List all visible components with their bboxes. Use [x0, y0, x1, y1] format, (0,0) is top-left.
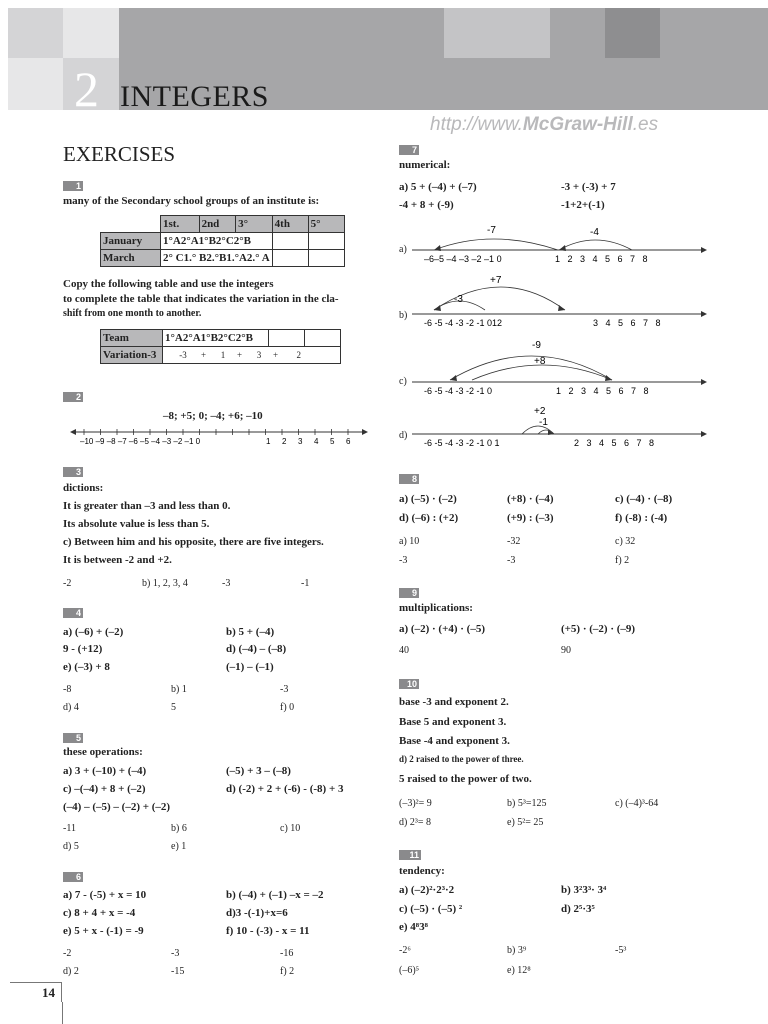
table-header: 1st.	[161, 216, 200, 233]
exercise-number-tag: 6	[63, 872, 83, 882]
jump-arc	[450, 356, 612, 380]
jump-arc	[434, 239, 558, 250]
arc-label: +7	[490, 275, 502, 286]
number-line-c	[412, 338, 707, 398]
tick-labels: –6–5 –4 –3 –2 –1 0	[424, 254, 502, 264]
answer: b) 5³=125	[507, 798, 547, 809]
exercise-text: Copy the following table and use the integers	[63, 278, 274, 290]
table-cell: 1°A2°A1°B2°C2°B	[163, 330, 269, 347]
tick-labels: 2 3 4 5 6 7 8	[574, 438, 655, 448]
arrow-left-icon	[70, 429, 76, 435]
exercise-text: base -3 and exponent 2.	[399, 696, 509, 708]
line-label: c)	[399, 376, 407, 387]
table-cell: 2° C1.° B2.°B1.°A2.° A	[161, 250, 273, 267]
answer: -3	[399, 555, 408, 566]
answer: -3	[280, 684, 289, 695]
operation: d) (-2) + 2 + (-6) - (-8) + 3	[226, 783, 344, 795]
answer: e) 1	[171, 841, 187, 852]
exercise-text: tendency:	[399, 865, 445, 877]
exercise-number-tag: 11	[399, 850, 421, 860]
table-header: 3°	[236, 216, 273, 233]
operation: c) 8 + 4 + x = -4	[63, 907, 136, 919]
operation: b) 3²3³· 3⁴	[561, 884, 607, 896]
arc-label: -9	[532, 340, 541, 351]
exercise-number-tag: 7	[399, 145, 419, 155]
table-header: 5°	[308, 216, 344, 233]
tick-labels: 1 2 3 4 5 6 7 8	[556, 386, 649, 396]
answer: d) 2³= 8	[399, 817, 431, 828]
exercise-text: many of the Secondary school groups of an institute is:	[63, 195, 320, 207]
operation: c) (–5) · (–5) ²	[399, 903, 463, 915]
answer: -2⁶	[399, 945, 411, 956]
answer: d) 5	[63, 841, 79, 852]
arrow-head-icon	[450, 375, 457, 381]
answer: d) 4	[63, 702, 79, 713]
operation: a) (–2)²·2³·2	[399, 884, 455, 896]
exercise-number-tag: 10	[399, 679, 419, 689]
table-cell	[272, 233, 308, 250]
operation: b) 5 + (–4)	[226, 626, 275, 638]
jump-arc	[559, 240, 632, 250]
operation: f) 10 - (-3) - x = 11	[226, 925, 310, 937]
operation: e) 5 + x - (-1) = -9	[63, 925, 144, 937]
table-cell	[308, 233, 344, 250]
answer: -3	[171, 948, 180, 959]
tick-labels: 1 2 3 4 5 6 7 8	[555, 254, 648, 264]
arc-label: -7	[487, 225, 496, 236]
arc-label: +2	[534, 406, 546, 417]
operation: a) 5 + (–4) + (–7)	[399, 181, 477, 193]
answer: d) 2	[63, 966, 79, 977]
arrow-head-icon	[605, 375, 612, 381]
table-cell: 1°A2°A1°B2°C2°B	[161, 233, 273, 250]
answer: b) 3⁹	[507, 945, 527, 956]
exercise-text: 5 raised to the power of two.	[399, 773, 532, 785]
answer: b) 6	[171, 823, 187, 834]
operation: (+9) : (–3)	[507, 512, 554, 524]
answer: a) 10	[399, 536, 420, 547]
operation: (+5) · (–2) · (–9)	[561, 623, 636, 635]
answer: -32	[507, 536, 521, 547]
arrow-right-icon	[701, 247, 707, 253]
table-header: 2nd	[199, 216, 236, 233]
variation-table	[100, 329, 341, 364]
groups-table	[100, 215, 345, 267]
operation: a) (–5) · (–2)	[399, 493, 457, 505]
operation: d) 2⁵·3⁵	[561, 903, 595, 915]
exercise-number-tag: 1	[63, 181, 83, 191]
exercise-text: Base -4 and exponent 3.	[399, 735, 510, 747]
tick-label: 2	[282, 437, 287, 446]
line-label: b)	[399, 310, 408, 321]
tick-labels: -6 -5 -4 -3 -2 -1 0	[424, 386, 493, 396]
header-square	[8, 8, 63, 58]
answer: -11	[63, 823, 76, 834]
table-row-label: Variation-3	[101, 347, 163, 364]
answer: f) 2	[615, 555, 630, 566]
tick-labels: -6 -5 -4 -3 -2 -1 012	[424, 318, 503, 328]
header-square	[63, 8, 119, 58]
page-number: 14	[10, 982, 62, 1002]
answer: c) 32	[615, 536, 636, 547]
answer: 5	[171, 702, 176, 713]
operation: d) (–6) : (+2)	[399, 512, 459, 524]
tick-label: 3	[298, 437, 303, 446]
table-header: 4th	[272, 216, 308, 233]
answer: -3	[507, 555, 516, 566]
answer: 40	[399, 645, 409, 656]
exercise-number-tag: 2	[63, 392, 83, 402]
answer: (–3)²= 9	[399, 798, 432, 809]
operation: f) (-8) : (-4)	[615, 512, 668, 524]
exercise-text: to complete the table that indicates the variation in the cla-	[63, 293, 339, 305]
exercise-number-tag: 8	[399, 474, 419, 484]
operation: e) 4⁸3⁸	[399, 921, 428, 933]
tick-labels: 3 4 5 6 7 8	[593, 318, 661, 328]
exercise-number-tag: 9	[399, 588, 419, 598]
answer: f) 0	[280, 702, 295, 713]
exercise-text: these operations:	[63, 746, 143, 758]
operation: a) (–2) · (+4) · (–5)	[399, 623, 485, 635]
operation: c) (–4) · (–8)	[615, 493, 673, 505]
answer: e) 12⁸	[507, 965, 531, 976]
section-title: EXERCISES	[63, 142, 176, 166]
answer: f) 2	[280, 966, 295, 977]
arrow-right-icon	[701, 431, 707, 437]
number-line-b	[412, 272, 707, 332]
answer: c) 10	[280, 823, 301, 834]
tick-labels: –10 –9 –8 –7 –6 –5 –4 –3 –2 –1 0	[80, 437, 201, 446]
operation: -4 + 8 + (-9)	[399, 199, 454, 211]
table-cell	[308, 250, 344, 267]
tick-label: 5	[330, 437, 335, 446]
footer-divider	[62, 1002, 63, 1024]
jump-arc	[472, 365, 612, 380]
exercise-text: It is between -2 and +2.	[63, 554, 172, 566]
tick-label: 6	[346, 437, 351, 446]
website-url[interactable]: http://www.McGraw-Hill.es	[430, 114, 659, 135]
arrow-right-icon	[362, 429, 368, 435]
exercise-text: Its absolute value is less than 5.	[63, 518, 210, 530]
operation: d)3 -(-1)+x=6	[226, 907, 288, 919]
answer: c) (–4)³-64	[615, 798, 659, 809]
operation: d) (–4) – (–8)	[226, 643, 287, 655]
answer: -16	[280, 948, 294, 959]
exercise-text: Base 5 and exponent 3.	[399, 716, 507, 728]
table-cell: -3 + 1 + 3 + 2	[163, 347, 341, 364]
table-cell	[305, 330, 341, 347]
operation: a) 3 + (–10) + (–4)	[63, 765, 147, 777]
number-line-d	[412, 404, 707, 450]
chapter-title: INTEGERS	[120, 80, 269, 113]
answer: (–6)⁵	[399, 965, 420, 976]
arc-label: -4	[590, 227, 599, 238]
exercise-number-tag: 5	[63, 733, 83, 743]
arrow-head-icon	[558, 305, 565, 311]
header-square	[8, 58, 63, 110]
table-row-label: March	[101, 250, 161, 267]
exercise-text: c) Between him and his opposite, there are five integers.	[63, 536, 324, 548]
operation: a) 7 - (-5) + x = 10	[63, 889, 147, 901]
operation: -1+2+(-1)	[561, 199, 605, 211]
exercise-text: –8; +5; 0; –4; +6; –10	[163, 410, 263, 422]
operation: c) –(–4) + 8 + (–2)	[63, 783, 146, 795]
answer: b) 1	[171, 684, 187, 695]
exercise-text: shift from one month to another.	[63, 308, 202, 319]
number-line-a	[412, 222, 707, 266]
arc-label: +8	[534, 356, 546, 367]
operation: (–4) – (–5) – (–2) + (–2)	[63, 801, 171, 813]
answer: -3	[222, 578, 231, 589]
tick-label: 1	[266, 437, 271, 446]
answer: -15	[171, 966, 185, 977]
table-row-label: January	[101, 233, 161, 250]
answer: 90	[561, 645, 571, 656]
answer: -8	[63, 684, 72, 695]
operation: 9 - (+12)	[63, 643, 103, 655]
tick-labels: -6 -5 -4 -3 -2 -1 0 1	[424, 438, 500, 448]
arc-label: -3	[454, 294, 463, 305]
exercise-text: dictions:	[63, 482, 104, 494]
operation: (–5) + 3 – (–8)	[226, 765, 291, 777]
table-row-label: Team	[101, 330, 163, 347]
table-cell	[272, 250, 308, 267]
table-cell	[269, 330, 305, 347]
header-square	[605, 8, 660, 58]
operation: (–1) – (–1)	[226, 661, 274, 673]
operation: -3 + (-3) + 7	[561, 181, 616, 193]
exercise-number-tag: 4	[63, 608, 83, 618]
line-label: a)	[399, 244, 407, 255]
answer: -2	[63, 948, 72, 959]
operation: a) (–6) + (–2)	[63, 626, 124, 638]
exercise-number-tag: 3	[63, 467, 83, 477]
exercise-text: multiplications:	[399, 602, 473, 614]
operation: b) (–4) + (–1) –x = –2	[226, 889, 324, 901]
line-label: d)	[399, 430, 408, 441]
number-line-2	[70, 425, 370, 449]
exercise-text: It is greater than –3 and less than 0.	[63, 500, 231, 512]
operation: (+8) · (–4)	[507, 493, 554, 505]
chapter-number: 2	[74, 61, 99, 117]
answer: -5³	[615, 945, 627, 956]
answer: b) 1, 2, 3, 4	[142, 578, 188, 589]
exercise-text: numerical:	[399, 159, 451, 171]
arrow-right-icon	[701, 311, 707, 317]
answer: -2	[63, 578, 72, 589]
exercise-text: d) 2 raised to the power of three.	[399, 754, 524, 764]
arrow-right-icon	[701, 379, 707, 385]
tick-label: 4	[314, 437, 319, 446]
arc-label: -1	[539, 417, 548, 428]
answer: e) 5²= 25	[507, 817, 544, 828]
answer: -1	[301, 578, 310, 589]
operation: e) (–3) + 8	[63, 661, 110, 673]
arrow-head-icon	[434, 305, 441, 311]
header-square	[444, 8, 550, 58]
